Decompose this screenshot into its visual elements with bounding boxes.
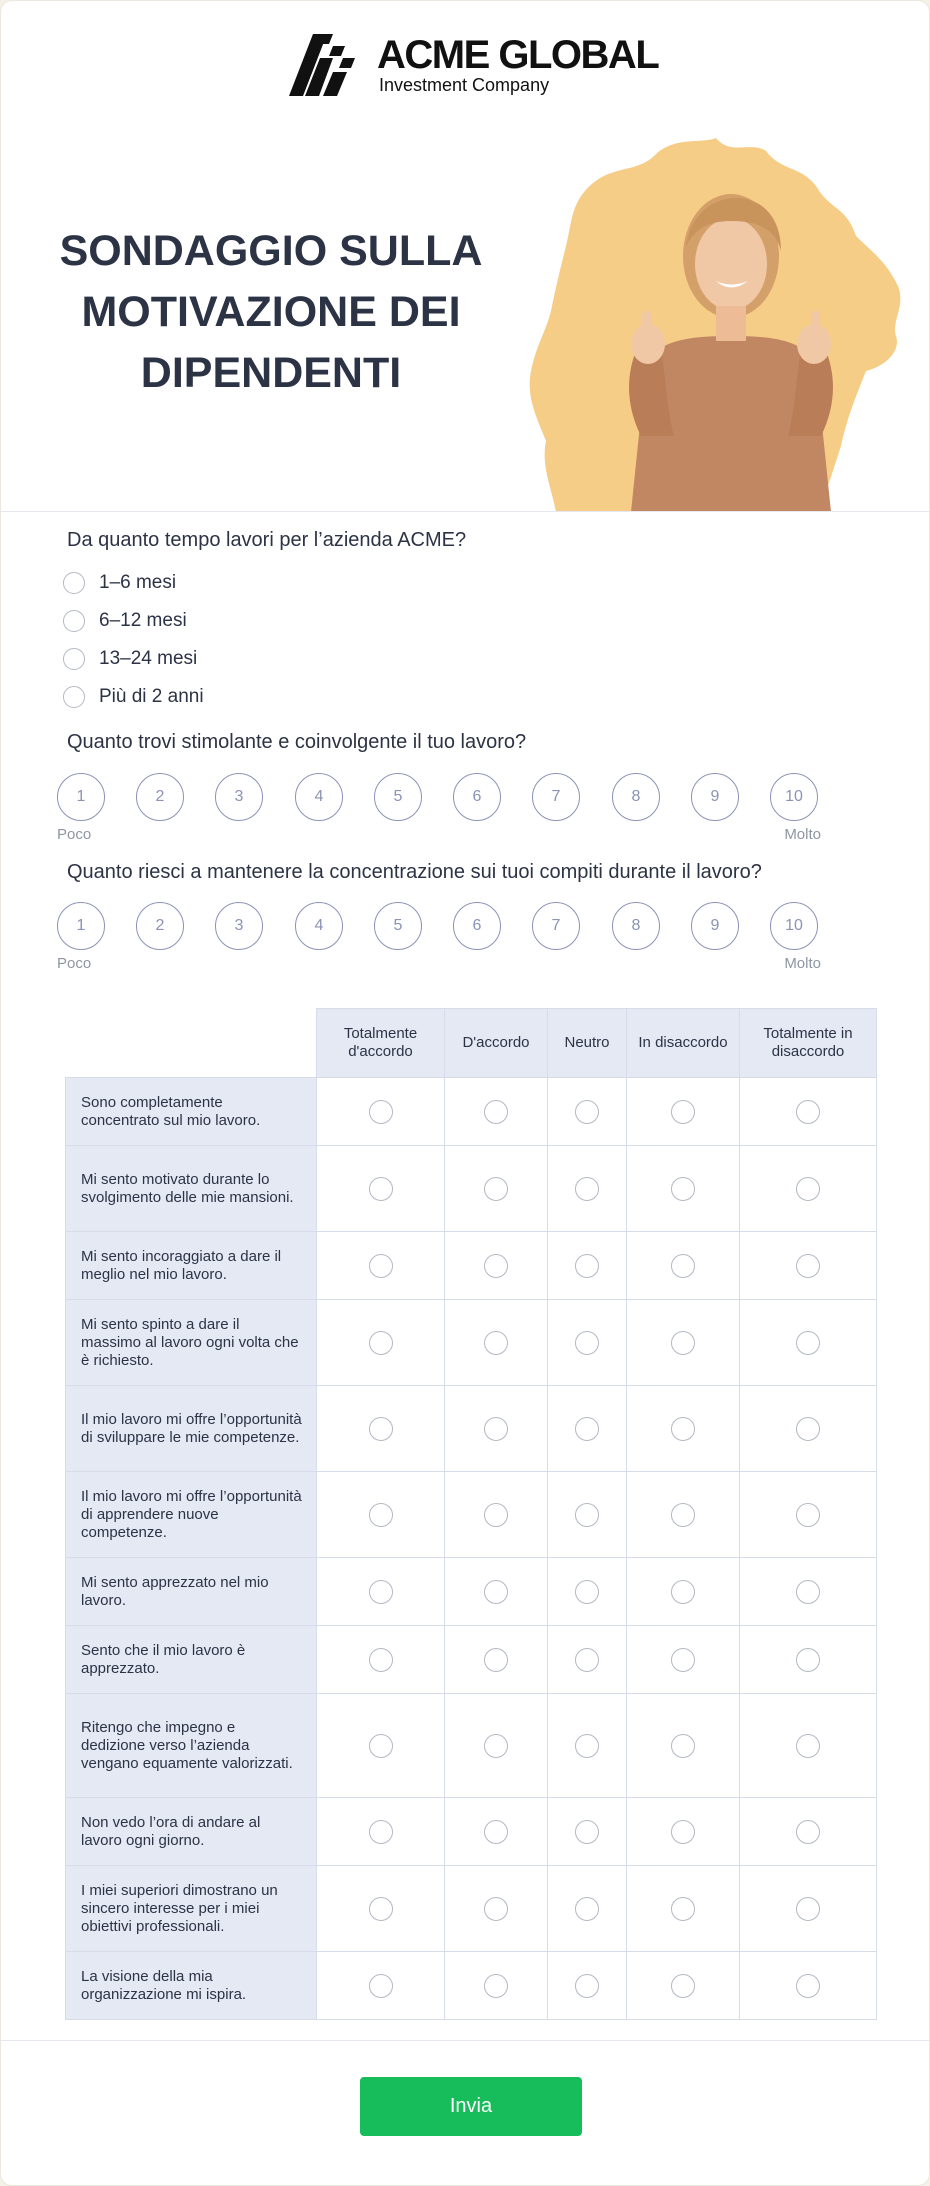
- row-statement: Mi sento apprezzato nel mio lavoro.: [66, 1558, 317, 1626]
- matrix-cell: [317, 1472, 445, 1558]
- matrix-radio[interactable]: [369, 1417, 393, 1441]
- matrix-cell: [740, 1300, 877, 1386]
- row-statement: Mi sento spinto a dare il massimo al lavoro ogni volta che è richiesto.: [66, 1300, 317, 1386]
- matrix-radio[interactable]: [575, 1331, 599, 1355]
- scale-option-9[interactable]: 9: [691, 773, 739, 821]
- matrix-radio[interactable]: [671, 1331, 695, 1355]
- radio-circle[interactable]: [63, 648, 85, 670]
- matrix-cell: [445, 1798, 548, 1866]
- matrix-radio[interactable]: [796, 1974, 820, 1998]
- matrix-cell: [445, 1078, 548, 1146]
- matrix-cell: [627, 1146, 740, 1232]
- scale-option-1[interactable]: 1: [57, 902, 105, 950]
- matrix-radio[interactable]: [484, 1580, 508, 1604]
- matrix-radio[interactable]: [796, 1734, 820, 1758]
- matrix-cell: [740, 1146, 877, 1232]
- matrix-cell: [445, 1472, 548, 1558]
- matrix-cell: [627, 1694, 740, 1798]
- matrix-cell: [445, 1146, 548, 1232]
- matrix-cell: [445, 1626, 548, 1694]
- matrix-radio[interactable]: [369, 1503, 393, 1527]
- matrix-radio[interactable]: [671, 1734, 695, 1758]
- matrix-cell: [548, 1300, 627, 1386]
- radio-circle[interactable]: [63, 572, 85, 594]
- scale-option-7[interactable]: 7: [532, 902, 580, 950]
- matrix-radio[interactable]: [369, 1974, 393, 1998]
- matrix-cell: [548, 1626, 627, 1694]
- matrix-radio[interactable]: [671, 1648, 695, 1672]
- matrix-cell: [627, 1078, 740, 1146]
- footer-divider: [1, 2040, 929, 2041]
- radio-option-4[interactable]: [63, 682, 204, 712]
- matrix-radio[interactable]: [671, 1177, 695, 1201]
- matrix-radio[interactable]: [484, 1734, 508, 1758]
- table-row: [66, 1952, 877, 2020]
- radio-circle[interactable]: [63, 610, 85, 632]
- matrix-cell: [317, 1232, 445, 1300]
- scale-option-2[interactable]: 2: [136, 773, 184, 821]
- question-title-tenure: Da quanto tempo lavori per l’azienda ACME?: [67, 529, 467, 551]
- matrix-cell: [627, 1232, 740, 1300]
- matrix-cell: [445, 1952, 548, 2020]
- matrix-radio[interactable]: [484, 1820, 508, 1844]
- scale-option-10[interactable]: 10: [770, 773, 818, 821]
- row-statement: Non vedo l’ora di andare al lavoro ogni giorno.: [66, 1798, 317, 1866]
- agreement-matrix: [65, 1008, 877, 2020]
- matrix-radio[interactable]: [671, 1503, 695, 1527]
- matrix-radio[interactable]: [369, 1331, 393, 1355]
- company-logo: [289, 31, 659, 101]
- table-row: [66, 1300, 877, 1386]
- matrix-radio[interactable]: [796, 1503, 820, 1527]
- table-row: [66, 1866, 877, 1952]
- row-statement: Il mio lavoro mi offre l’opportunità di sviluppare le mie competenze.: [66, 1386, 317, 1472]
- matrix-radio[interactable]: [369, 1820, 393, 1844]
- table-row: [66, 1472, 877, 1558]
- matrix-cell: [317, 1694, 445, 1798]
- matrix-radio[interactable]: [484, 1503, 508, 1527]
- matrix-cell: [740, 1694, 877, 1798]
- matrix-cell: [548, 1866, 627, 1952]
- matrix-radio[interactable]: [575, 1580, 599, 1604]
- matrix-cell: [317, 1078, 445, 1146]
- matrix-cell: [740, 1558, 877, 1626]
- matrix-radio[interactable]: [484, 1100, 508, 1124]
- matrix-cell: [548, 1472, 627, 1558]
- matrix-cell: [740, 1626, 877, 1694]
- matrix-radio[interactable]: [671, 1974, 695, 1998]
- column-header: Totalmente d'accordo: [317, 1009, 445, 1078]
- matrix-radio[interactable]: [575, 1177, 599, 1201]
- matrix-radio[interactable]: [796, 1100, 820, 1124]
- radio-option-2[interactable]: [63, 606, 187, 636]
- matrix-cell: [317, 1952, 445, 2020]
- matrix-radio[interactable]: [671, 1580, 695, 1604]
- matrix-radio[interactable]: [575, 1254, 599, 1278]
- matrix-radio[interactable]: [796, 1897, 820, 1921]
- matrix-radio[interactable]: [369, 1734, 393, 1758]
- matrix-cell: [317, 1146, 445, 1232]
- matrix-radio[interactable]: [484, 1177, 508, 1201]
- page-title: SONDAGGIO SULLA MOTIVAZIONE DEI DIPENDENTI: [59, 227, 483, 397]
- matrix-radio[interactable]: [369, 1100, 393, 1124]
- matrix-radio[interactable]: [796, 1820, 820, 1844]
- radio-label: 1–6 mesi: [99, 572, 177, 593]
- matrix-cell: [548, 1146, 627, 1232]
- matrix-cell: [317, 1558, 445, 1626]
- matrix-cell: [740, 1078, 877, 1146]
- matrix-cell: [445, 1694, 548, 1798]
- matrix-cell: [548, 1078, 627, 1146]
- matrix-cell: [317, 1626, 445, 1694]
- scale-option-2[interactable]: 2: [136, 902, 184, 950]
- radio-label: 6–12 mesi: [99, 610, 187, 631]
- matrix-cell: [548, 1798, 627, 1866]
- matrix-cell: [317, 1798, 445, 1866]
- matrix-radio[interactable]: [671, 1417, 695, 1441]
- matrix-radio[interactable]: [484, 1417, 508, 1441]
- matrix-radio[interactable]: [796, 1254, 820, 1278]
- matrix-radio[interactable]: [484, 1897, 508, 1921]
- scale-low-label: Poco: [57, 955, 92, 972]
- acme-logo-icon: [289, 34, 363, 96]
- matrix-radio[interactable]: [369, 1177, 393, 1201]
- matrix-corner: [66, 1009, 317, 1078]
- table-row: [66, 1558, 877, 1626]
- matrix-radio[interactable]: [575, 1897, 599, 1921]
- matrix-cell: [317, 1386, 445, 1472]
- matrix-cell: [740, 1232, 877, 1300]
- matrix-radio[interactable]: [575, 1734, 599, 1758]
- scale-option-4[interactable]: 4: [295, 773, 343, 821]
- row-statement: La visione della mia organizzazione mi ispira.: [66, 1952, 317, 2020]
- row-statement: Sono completamente concentrato sul mio lavoro.: [66, 1078, 317, 1146]
- matrix-cell: [740, 1952, 877, 2020]
- scale-option-8[interactable]: 8: [612, 773, 660, 821]
- submit-button[interactable]: Invia: [360, 2077, 582, 2136]
- scale-option-3[interactable]: 3: [215, 773, 263, 821]
- matrix-cell: [317, 1866, 445, 1952]
- matrix-cell: [740, 1866, 877, 1952]
- matrix-radio[interactable]: [796, 1580, 820, 1604]
- scale-option-9[interactable]: 9: [691, 902, 739, 950]
- matrix-header-row: [66, 1009, 877, 1078]
- scale-option-1[interactable]: 1: [57, 773, 105, 821]
- matrix-cell: [445, 1300, 548, 1386]
- matrix-cell: [548, 1952, 627, 2020]
- matrix-radio[interactable]: [484, 1331, 508, 1355]
- scale-high-label: Molto: [784, 955, 821, 972]
- row-statement: Il mio lavoro mi offre l’opportunità di apprendere nuove competenze.: [66, 1472, 317, 1558]
- matrix-cell: [548, 1558, 627, 1626]
- table-row: [66, 1694, 877, 1798]
- radio-circle[interactable]: [63, 686, 85, 708]
- matrix-radio[interactable]: [575, 1503, 599, 1527]
- matrix-radio[interactable]: [575, 1974, 599, 1998]
- matrix-cell: [627, 1626, 740, 1694]
- matrix-cell: [627, 1300, 740, 1386]
- matrix-radio[interactable]: [671, 1254, 695, 1278]
- table-row: [66, 1626, 877, 1694]
- matrix-radio[interactable]: [369, 1648, 393, 1672]
- column-header: Totalmente in disaccordo: [740, 1009, 877, 1078]
- brand-name: ACME GLOBAL: [377, 33, 659, 77]
- brand-tagline: Investment Company: [379, 75, 550, 95]
- question-title-engagement: Quanto trovi stimolante e coinvolgente il tuo lavoro?: [67, 731, 527, 753]
- scale-option-6[interactable]: 6: [453, 902, 501, 950]
- matrix-radio[interactable]: [796, 1331, 820, 1355]
- matrix-cell: [548, 1232, 627, 1300]
- matrix-radio[interactable]: [484, 1254, 508, 1278]
- row-statement: Mi sento motivato durante lo svolgimento delle mie mansioni.: [66, 1146, 317, 1232]
- radio-label: Più di 2 anni: [99, 686, 204, 707]
- matrix-radio[interactable]: [484, 1648, 508, 1672]
- matrix-cell: [445, 1866, 548, 1952]
- matrix-cell: [627, 1558, 740, 1626]
- matrix-radio[interactable]: [796, 1417, 820, 1441]
- matrix-radio[interactable]: [575, 1100, 599, 1124]
- table-row: [66, 1798, 877, 1866]
- scale-low-label: Poco: [57, 826, 92, 843]
- matrix-radio[interactable]: [575, 1417, 599, 1441]
- scale-option-4[interactable]: 4: [295, 902, 343, 950]
- column-header: D'accordo: [445, 1009, 548, 1078]
- table-row: [66, 1146, 877, 1232]
- hero-divider: [1, 511, 929, 512]
- matrix-radio[interactable]: [369, 1580, 393, 1604]
- matrix-cell: [627, 1472, 740, 1558]
- table-row: [66, 1232, 877, 1300]
- matrix-cell: [740, 1798, 877, 1866]
- table-row: [66, 1078, 877, 1146]
- matrix-cell: [445, 1386, 548, 1472]
- column-header: In disaccordo: [627, 1009, 740, 1078]
- row-statement: Ritengo che impegno e dedizione verso l’azienda vengano equamente valorizzati.: [66, 1694, 317, 1798]
- rating-scale-concentration: [57, 902, 821, 982]
- radio-option-3[interactable]: [63, 644, 197, 674]
- matrix-radio[interactable]: [796, 1648, 820, 1672]
- scale-option-10[interactable]: 10: [770, 902, 818, 950]
- scale-option-6[interactable]: 6: [453, 773, 501, 821]
- matrix-radio[interactable]: [671, 1820, 695, 1844]
- matrix-radio[interactable]: [484, 1974, 508, 1998]
- question-title-concentration: Quanto riesci a mantenere la concentrazione sui tuoi compiti durante il lavoro?: [67, 861, 762, 883]
- matrix-cell: [317, 1300, 445, 1386]
- matrix-radio[interactable]: [575, 1820, 599, 1844]
- scale-option-3[interactable]: 3: [215, 902, 263, 950]
- table-row: [66, 1386, 877, 1472]
- matrix-cell: [740, 1472, 877, 1558]
- hero-illustration: [526, 136, 906, 512]
- scale-option-7[interactable]: 7: [532, 773, 580, 821]
- matrix-cell: [548, 1386, 627, 1472]
- matrix-cell: [627, 1952, 740, 2020]
- scale-option-5[interactable]: 5: [374, 773, 422, 821]
- matrix-radio[interactable]: [369, 1254, 393, 1278]
- matrix-cell: [445, 1232, 548, 1300]
- scale-high-label: Molto: [784, 826, 821, 843]
- scale-option-5[interactable]: 5: [374, 902, 422, 950]
- radio-option-1[interactable]: [63, 568, 176, 598]
- matrix-cell: [548, 1694, 627, 1798]
- matrix-cell: [627, 1798, 740, 1866]
- row-statement: Sento che il mio lavoro è apprezzato.: [66, 1626, 317, 1694]
- column-header: Neutro: [548, 1009, 627, 1078]
- matrix-cell: [627, 1386, 740, 1472]
- row-statement: Mi sento incoraggiato a dare il meglio nel mio lavoro.: [66, 1232, 317, 1300]
- matrix-cell: [445, 1558, 548, 1626]
- matrix-radio[interactable]: [369, 1897, 393, 1921]
- rating-scale-engagement: [57, 773, 821, 853]
- row-statement: I miei superiori dimostrano un sincero interesse per i miei obiettivi professionali.: [66, 1866, 317, 1952]
- matrix-cell: [740, 1386, 877, 1472]
- matrix-radio[interactable]: [575, 1648, 599, 1672]
- matrix-cell: [627, 1866, 740, 1952]
- matrix-radio[interactable]: [671, 1100, 695, 1124]
- radio-label: 13–24 mesi: [99, 648, 198, 669]
- scale-option-8[interactable]: 8: [612, 902, 660, 950]
- matrix-radio[interactable]: [796, 1177, 820, 1201]
- matrix-radio[interactable]: [671, 1897, 695, 1921]
